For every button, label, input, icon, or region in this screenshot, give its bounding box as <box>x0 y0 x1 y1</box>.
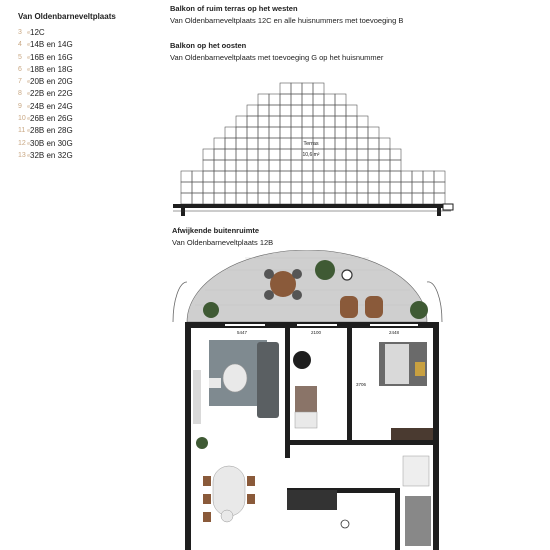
terrace-tile <box>368 171 379 182</box>
terrace-tile <box>302 83 313 94</box>
floor-units: 12C <box>30 28 45 37</box>
terrace-tile <box>247 149 258 160</box>
terrace-tile <box>225 127 236 138</box>
terrace-tile <box>280 138 291 149</box>
terrace-tile <box>280 83 291 94</box>
terrace-tile <box>346 160 357 171</box>
terrace-tile <box>236 138 247 149</box>
floor-row <box>18 101 73 113</box>
left-arc <box>173 282 187 322</box>
terrace-tile <box>335 182 346 193</box>
terrace-tile <box>335 138 346 149</box>
terrace-tile <box>181 182 192 193</box>
terrace-tile <box>313 94 324 105</box>
terrace-tile <box>258 182 269 193</box>
terrace-tile <box>335 171 346 182</box>
other-outdoor-title: Afwijkende buitenruimte <box>172 226 260 235</box>
side-table <box>209 378 221 388</box>
floor-row <box>18 150 73 162</box>
right-wall <box>433 322 439 550</box>
round-terrace <box>187 250 427 322</box>
terrace-tile <box>291 193 302 204</box>
dim-living: 5447 <box>237 330 248 335</box>
terrace-tile <box>302 193 313 204</box>
terrace-tile <box>324 193 335 204</box>
terrace-tile <box>313 105 324 116</box>
table-vase <box>221 510 233 522</box>
wall-middle-bed <box>347 328 352 440</box>
middle-chair <box>295 386 317 412</box>
floor-row <box>18 125 73 137</box>
floor-suffix: e <box>27 91 30 98</box>
coffee-table <box>223 364 247 392</box>
terrace-tile <box>412 182 423 193</box>
terrace-tile <box>236 193 247 204</box>
dim-middle: 2100 <box>311 330 322 335</box>
terrace-tile <box>302 127 313 138</box>
floor-suffix: e <box>27 116 30 123</box>
terrace-tile <box>368 160 379 171</box>
terrace-tile <box>379 149 390 160</box>
floor-suffix: e <box>27 54 30 61</box>
terrace-tile <box>258 94 269 105</box>
terrace-tile <box>346 171 357 182</box>
floor-suffix: e <box>27 103 30 110</box>
floor-units: 30B en 30G <box>30 138 73 148</box>
terrace-tile <box>313 127 324 138</box>
floor-number: 4 <box>18 41 22 49</box>
terrace-tile <box>214 138 225 149</box>
terrace-plan <box>165 80 465 220</box>
floor-units: 22B en 22G <box>30 89 73 99</box>
terrace-tile <box>291 116 302 127</box>
terrace-tile <box>368 138 379 149</box>
terrace-tile <box>247 182 258 193</box>
terrace-tile <box>280 149 291 160</box>
terrace-tile <box>269 105 280 116</box>
terrace-plant <box>410 301 428 319</box>
terrace-tile <box>269 94 280 105</box>
terrace-tile <box>269 160 280 171</box>
floor-units: 18B en 18G <box>30 64 73 74</box>
apartment-floor-plan <box>165 250 450 550</box>
middle-desk <box>295 412 317 428</box>
terrace-tile <box>280 160 291 171</box>
terrace-tile <box>335 94 346 105</box>
terrace-tile <box>214 149 225 160</box>
terrace-tile <box>269 193 280 204</box>
terrace-tile <box>412 193 423 204</box>
terrace-tile <box>390 182 401 193</box>
floor-row <box>18 138 73 150</box>
terrace-tile <box>335 193 346 204</box>
terrace-tile <box>379 182 390 193</box>
floor-number: 13 <box>18 151 26 159</box>
terrace-tile <box>225 182 236 193</box>
terrace-tile <box>247 127 258 138</box>
terrace-tile <box>236 116 247 127</box>
floor-row <box>18 27 73 39</box>
terrace-tile <box>247 160 258 171</box>
terrace-tile <box>335 116 346 127</box>
terrace-tile <box>390 149 401 160</box>
floor-number: 10 <box>18 115 26 123</box>
terrace-tile <box>313 193 324 204</box>
terrace-tile <box>357 116 368 127</box>
terrace-tile <box>324 171 335 182</box>
floor-suffix: e <box>27 128 30 135</box>
terrace-tile <box>401 171 412 182</box>
terrace-tile <box>379 171 390 182</box>
floor-unit-list <box>18 27 73 162</box>
toilet-room <box>403 456 429 486</box>
floor-number: 12 <box>18 139 26 147</box>
terrace-tile <box>412 171 423 182</box>
terrace-tile <box>181 193 192 204</box>
building-address-heading: Van Oldenbarneveltplaats <box>18 12 116 21</box>
terrace-tile <box>258 127 269 138</box>
wall-bath-side <box>395 488 400 550</box>
terrace-wall <box>173 204 451 208</box>
terrace-tile <box>346 105 357 116</box>
floor-number: 9 <box>18 102 22 110</box>
terrace-tile <box>269 127 280 138</box>
terrace-tile <box>214 160 225 171</box>
kitchen-counter <box>287 490 337 510</box>
terrace-tile <box>324 149 335 160</box>
shower <box>405 496 431 546</box>
other-outdoor-text: Van Oldenbarneveltplaats 12B <box>172 238 274 247</box>
terrace-tile <box>280 171 291 182</box>
terrace-tile <box>258 193 269 204</box>
terrace-tile <box>335 149 346 160</box>
terrace-tile <box>434 193 445 204</box>
terrace-lounge-chair <box>340 296 358 318</box>
floor-units: 14B en 14G <box>30 40 73 50</box>
terrace-tile <box>214 193 225 204</box>
terrace-tile <box>379 138 390 149</box>
window <box>370 324 418 326</box>
floor-units: 20B en 20G <box>30 77 73 87</box>
terrace-tile <box>302 182 313 193</box>
floor-suffix: e <box>27 42 30 49</box>
terrace-tile <box>269 182 280 193</box>
dining-chair <box>203 512 211 522</box>
terrace-tile <box>225 193 236 204</box>
terrace-tile <box>291 94 302 105</box>
terrace-tile <box>291 149 302 160</box>
terrace-tile <box>324 116 335 127</box>
floor-suffix: e <box>27 79 30 86</box>
terrace-tile <box>203 160 214 171</box>
floor-number: 11 <box>18 127 26 135</box>
terrace-tile <box>291 138 302 149</box>
terrace-label: Terras <box>303 141 319 147</box>
bed-sheet <box>385 344 409 384</box>
terrace-plant <box>203 302 219 318</box>
terrace-tile <box>269 171 280 182</box>
west-balcony-text: Van Oldenbarneveltplaats 12C en alle huisnummers met toevoeging B <box>170 16 404 25</box>
window <box>225 324 265 326</box>
terrace-tile <box>280 127 291 138</box>
terrace-tile <box>313 171 324 182</box>
terrace-tile <box>291 171 302 182</box>
terrace-tile <box>269 149 280 160</box>
terrace-tile <box>313 160 324 171</box>
floor-number: 6 <box>18 65 22 73</box>
floor-units: 16B en 16G <box>30 52 73 62</box>
terrace-chair <box>292 269 302 279</box>
terrace-tile <box>346 182 357 193</box>
sofa <box>257 342 279 418</box>
terrace-tile <box>247 138 258 149</box>
terrace-tile <box>324 94 335 105</box>
terrace-tile <box>434 171 445 182</box>
terrace-tile <box>390 171 401 182</box>
terrace-tile <box>357 182 368 193</box>
dining-chair <box>247 494 255 504</box>
floor-number: 5 <box>18 53 22 61</box>
sink <box>341 520 349 528</box>
floor-row <box>18 52 73 64</box>
dining-chair <box>203 476 211 486</box>
terrace-tile <box>225 149 236 160</box>
dining-table <box>213 466 245 516</box>
terrace-tile <box>192 182 203 193</box>
floor-suffix: e <box>27 30 30 36</box>
terrace-tile <box>357 138 368 149</box>
terrace-tile <box>258 138 269 149</box>
terrace-tile <box>225 160 236 171</box>
terrace-tile <box>335 160 346 171</box>
terrace-tile <box>346 116 357 127</box>
terrace-tile <box>324 127 335 138</box>
terrace-tile <box>302 105 313 116</box>
floor-number: 8 <box>18 90 22 98</box>
terrace-tile <box>236 182 247 193</box>
terrace-chair <box>264 290 274 300</box>
wardrobe <box>391 428 433 440</box>
terrace-tile <box>247 105 258 116</box>
terrace-tile <box>335 127 346 138</box>
tv-cabinet <box>193 370 201 424</box>
terrace-tile <box>291 83 302 94</box>
terrace-lamp <box>342 270 352 280</box>
terrace-tile <box>280 182 291 193</box>
terrace-tile <box>269 116 280 127</box>
terrace-tile <box>379 193 390 204</box>
terrace-tile <box>247 171 258 182</box>
right-arc <box>427 282 442 322</box>
terrace-tile <box>423 171 434 182</box>
east-balcony-text: Van Oldenbarneveltplaats met toevoeging G op het huisnummer <box>170 53 384 62</box>
terrace-plant <box>315 260 335 280</box>
middle-lamp <box>293 351 311 369</box>
terrace-tile <box>357 127 368 138</box>
terrace-tile <box>346 127 357 138</box>
terrace-tile <box>258 160 269 171</box>
terrace-tile <box>203 149 214 160</box>
left-wall <box>185 322 191 550</box>
terrace-tile <box>324 138 335 149</box>
terrace-tile <box>258 116 269 127</box>
dining-chair <box>203 494 211 504</box>
terrace-tile <box>368 182 379 193</box>
floor-number: 3 <box>18 29 22 36</box>
terrace-tile <box>302 171 313 182</box>
terrace-tile <box>357 160 368 171</box>
terrace-tile <box>379 160 390 171</box>
bed-pillow <box>415 362 425 376</box>
terrace-tile <box>368 193 379 204</box>
floor-units: 28B en 28G <box>30 126 73 136</box>
terrace-tile <box>203 193 214 204</box>
terrace-tile <box>390 193 401 204</box>
terrace-tile <box>291 127 302 138</box>
east-balcony-title: Balkon op het oosten <box>170 41 247 50</box>
terrace-tile <box>258 105 269 116</box>
terrace-tile <box>346 193 357 204</box>
terrace-tile <box>324 160 335 171</box>
terrace-chair <box>264 269 274 279</box>
floor-units: 24B en 24G <box>30 101 73 111</box>
terrace-tile <box>236 160 247 171</box>
terrace-tile <box>291 105 302 116</box>
wall-living-middle <box>285 328 290 458</box>
terrace-tile <box>258 171 269 182</box>
floor-row <box>18 39 73 51</box>
floor-row <box>18 113 73 125</box>
terrace-tile <box>401 182 412 193</box>
terrace-tile <box>192 193 203 204</box>
dining-chair <box>247 476 255 486</box>
terrace-tile <box>346 138 357 149</box>
wall-corridor <box>290 440 433 445</box>
floor-number: 7 <box>18 78 22 86</box>
terrace-tile <box>313 116 324 127</box>
floor-suffix: e <box>27 66 30 73</box>
terrace-wall-end <box>443 204 453 210</box>
terrace-tile <box>269 138 280 149</box>
terrace-tile <box>313 182 324 193</box>
terrace-tile <box>324 182 335 193</box>
terrace-tile <box>192 171 203 182</box>
terrace-tile <box>302 94 313 105</box>
terrace-tile <box>324 105 335 116</box>
window <box>297 324 337 326</box>
terrace-tile <box>280 116 291 127</box>
terrace-tile <box>258 149 269 160</box>
terrace-tile <box>225 138 236 149</box>
terrace-tile <box>225 171 236 182</box>
terrace-tile <box>390 160 401 171</box>
terrace-tile <box>236 127 247 138</box>
terrace-tile <box>302 160 313 171</box>
floor-units: 32B en 32G <box>30 150 73 160</box>
terrace-tile <box>368 127 379 138</box>
terrace-tile <box>357 193 368 204</box>
indoor-plant <box>196 437 208 449</box>
terrace-tile <box>181 171 192 182</box>
terrace-tile <box>203 182 214 193</box>
terrace-tile <box>346 149 357 160</box>
terrace-tile <box>203 171 214 182</box>
terrace-lounge-chair <box>365 296 383 318</box>
floor-row <box>18 88 73 100</box>
terrace-tile <box>280 193 291 204</box>
terrace-tile <box>357 149 368 160</box>
terrace-chair <box>292 290 302 300</box>
terrace-tile <box>236 149 247 160</box>
terrace-tile <box>357 171 368 182</box>
dim-bed: 2448 <box>389 330 400 335</box>
terrace-tile <box>368 149 379 160</box>
terrace-tile <box>335 105 346 116</box>
terrace-tile <box>214 171 225 182</box>
terrace-tile <box>302 116 313 127</box>
dim-bed-depth: 3706 <box>356 382 367 387</box>
terrace-tile <box>291 182 302 193</box>
terrace-tile <box>247 193 258 204</box>
terrace-tile <box>247 116 258 127</box>
terrace-tile <box>280 94 291 105</box>
terrace-tile <box>214 182 225 193</box>
terrace-tile <box>313 83 324 94</box>
terrace-tile <box>423 182 434 193</box>
terrace-area: 10,6 m² <box>302 152 320 158</box>
floor-row <box>18 64 73 76</box>
terrace-tile <box>291 160 302 171</box>
terrace-tile <box>434 182 445 193</box>
west-balcony-title: Balkon of ruim terras op het westen <box>170 4 298 13</box>
terrace-tile <box>280 105 291 116</box>
floor-suffix: e <box>27 140 30 147</box>
floor-units: 26B en 26G <box>30 114 73 124</box>
terrace-tile <box>423 193 434 204</box>
floor-row <box>18 76 73 88</box>
terrace-tile <box>401 193 412 204</box>
floor-suffix: e <box>27 152 30 159</box>
terrace-tile <box>236 171 247 182</box>
